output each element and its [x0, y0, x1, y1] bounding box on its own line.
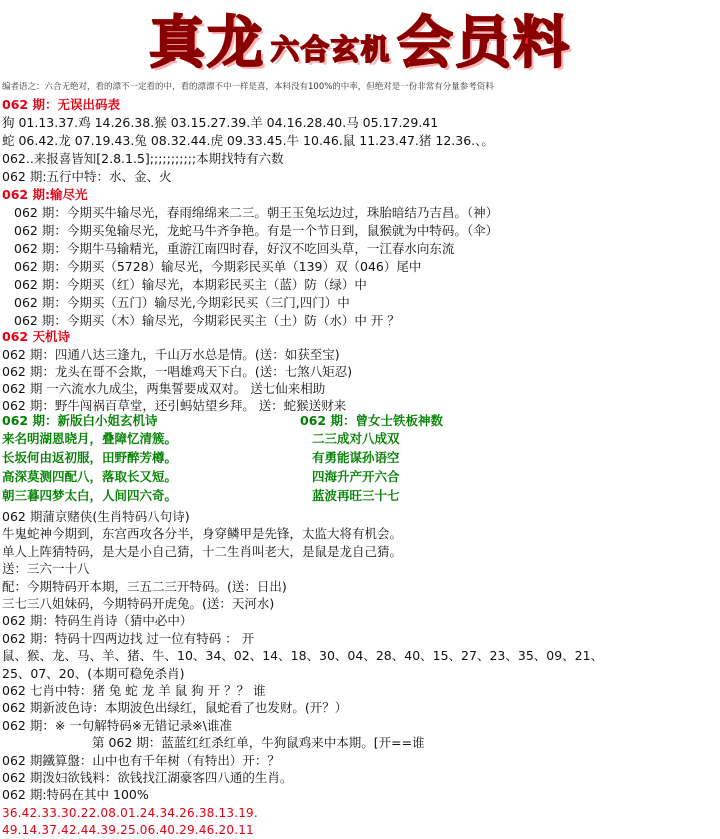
white-lady-poem-line: 朝三暮四梦太白，人间四六奇。	[2, 488, 178, 503]
number-list-line: 25、07、20、(本期可稳免杀肖)	[2, 665, 185, 681]
gambler-poem-line: 单人上阵猜特码，是大是小自己猜，十二生肖叫老大，是鼠是龙自己猜。	[2, 543, 403, 559]
heaven-poem-line: 062 期：龙头在哥不会欺，一唱雄鸡天下白。(送：七煞八矩忍)	[2, 364, 353, 379]
banner-title-part3: 会员料	[397, 10, 571, 76]
gambler-poem-line: 送：三六一十八	[2, 561, 90, 577]
heaven-poem-line: 062 期：野牛闯祸百草堂，还引蚂姑望乡拜。 送：蛇猴送财来	[2, 398, 347, 413]
iron-plate-line: 蓝波再旺三十七	[312, 488, 400, 503]
lose-all-line: 062 期：今期买（木）输尽光，今期彩民买主（土）防（水）中 开 ？	[14, 313, 400, 328]
disclaimer: 编者语之：六合无绝对，看的漂不一定看的中，看的漂漂不中一样是喜，本料没有100%的中率，但绝对是一份非常有分量参考资料	[2, 82, 494, 92]
code-table-row: 蛇 06.42.龙 07.19.43.兔 08.32.44.虎 09.33.45.牛 10.46.鼠 11.23.47.猪 12.36.、。	[2, 133, 494, 148]
gambler-poem-line: 配：今期特码开本期，三五二三开特码。(送：日出)	[2, 578, 287, 594]
money-line: 062 期泼妇欲钱料：欲钱找江湖豪客四八通的生肖。	[2, 770, 293, 785]
iron-plate-line: 二三成对八成双	[312, 431, 400, 446]
wave-color-line: 062 期新波色诗：本期波色出绿红，鼠蛇看了也发财。(开？）	[2, 700, 348, 716]
iron-plate-line: 有勇能谋孙语空	[312, 450, 400, 465]
code-table-row: 狗 01.13.37.鸡 14.26.38.猴 03.15.27.39.羊 04.16.28.40.马 05.17.29.41	[2, 115, 439, 130]
lose-all-line: 062 期：今期买（五门）输尽光,今期彩民买（三门,四门）中	[14, 295, 350, 310]
report-line: 062..来报喜皆知[2.8.1.5];;;;;;;;;;;本期找特有六数	[2, 151, 284, 166]
white-lady-poem-line: 来名明湖恩晓月，叠障忆清簇。	[2, 431, 178, 446]
lose-all-line: 062 期：今期买兔输尽光，龙蛇马牛齐争艳。有是一个节日到，鼠猴就为中特码。（伞）	[14, 223, 499, 238]
iron-plate-line: 四海升产开六合	[312, 469, 400, 484]
one-sentence-line: 062 期：※ 一句解特码※无错记录※\谁准	[2, 717, 232, 733]
iron-abacus-line: 062 期鐵算盤：山中也有千年树（有特出）开：？	[2, 752, 280, 768]
gambler-poem-line: 牛鬼蛇神今期到，东宫西攻各分半，身穿鳞甲是先锋，太监大将有机会。	[2, 526, 403, 542]
lose-all-line: 062 期：今期买（5728）输尽光，今期彩民买单（139）双（046）尾中	[14, 259, 422, 274]
lose-all-line: 062 期：今期买牛输尽光，春雨绵绵来二三。朝王玉兔坛边过，珠胎暗结乃吉昌。（神）	[14, 205, 499, 220]
white-lady-poem-line: 高深莫测四配八，落取长又短。	[2, 469, 178, 484]
banner	[0, 0, 720, 78]
lose-all-line: 062 期：今期买（红）输尽光，本期彩民买主（蓝）防（绿）中	[14, 277, 367, 292]
zodiac-poem-line: 062 期：特码生肖诗（猜中必中）	[2, 613, 193, 629]
period-line: 第 062 期：蓝蓝红红杀红单，牛狗鼠鸡来中本期。[开==谁	[92, 735, 425, 751]
number-list-line: 鼠、猴、龙、马、羊、猪、牛、10、34、02、14、18、30、04、28、40、15、27、23、35、09、21、	[2, 648, 604, 664]
banner-title-part2: 六合玄机	[270, 33, 391, 66]
section-title-white-lady-poem: 062 期：新版白小姐玄机诗	[2, 413, 158, 428]
five-elements-line: 062 期:五行中特：水、金、火	[2, 169, 172, 184]
gambler-poem-title: 062 期蒲京赌侠(生肖特码八句诗)	[2, 509, 190, 524]
section-title-heaven-poem: 062 天机诗	[2, 329, 70, 344]
section-title-code-table: 062 期：无误出码表	[2, 97, 120, 112]
section-title-iron-plate: 062 期：曾女士铁板神数	[300, 413, 443, 428]
banner-title-part1: 真龙	[148, 10, 265, 76]
gambler-poem-line: 三七三八姐妹码，今期特码开虎兔。(送：天河水)	[2, 596, 275, 611]
heaven-poem-line: 062 期 一六流水九成尘，两集誓要成双对。 送七仙来相助	[2, 381, 326, 396]
special-in-line: 062 期:特码在其中 100%	[2, 787, 149, 803]
section-title-lose-all: 062 期:输尽光	[2, 187, 88, 202]
special-code-line: 062 期：特码十四两边找 过一位有特码 ： 开	[2, 630, 255, 646]
heaven-poem-line: 062 期：四通八达三逢九，千山万水总是情。(送：如获至宝)	[2, 347, 340, 362]
white-lady-poem-line: 长坂何由返初服，田野醉芳樽。	[2, 450, 178, 465]
final-numbers-line: 49.14.37.42.44.39.25.06.40.29.46.20.11	[2, 823, 254, 838]
seven-zodiac-line: 062 七肖中特：猪 兔 蛇 龙 羊 鼠 狗 开 ？？ 谁	[2, 683, 266, 698]
lose-all-line: 062 期：今期牛马输精光，重游江南四时春，好汉不吃回头草，一江春水向东流	[14, 241, 455, 256]
final-numbers-line: 36.42.33.30.22.08.01.24.34.26.38.13.19.	[2, 805, 258, 820]
